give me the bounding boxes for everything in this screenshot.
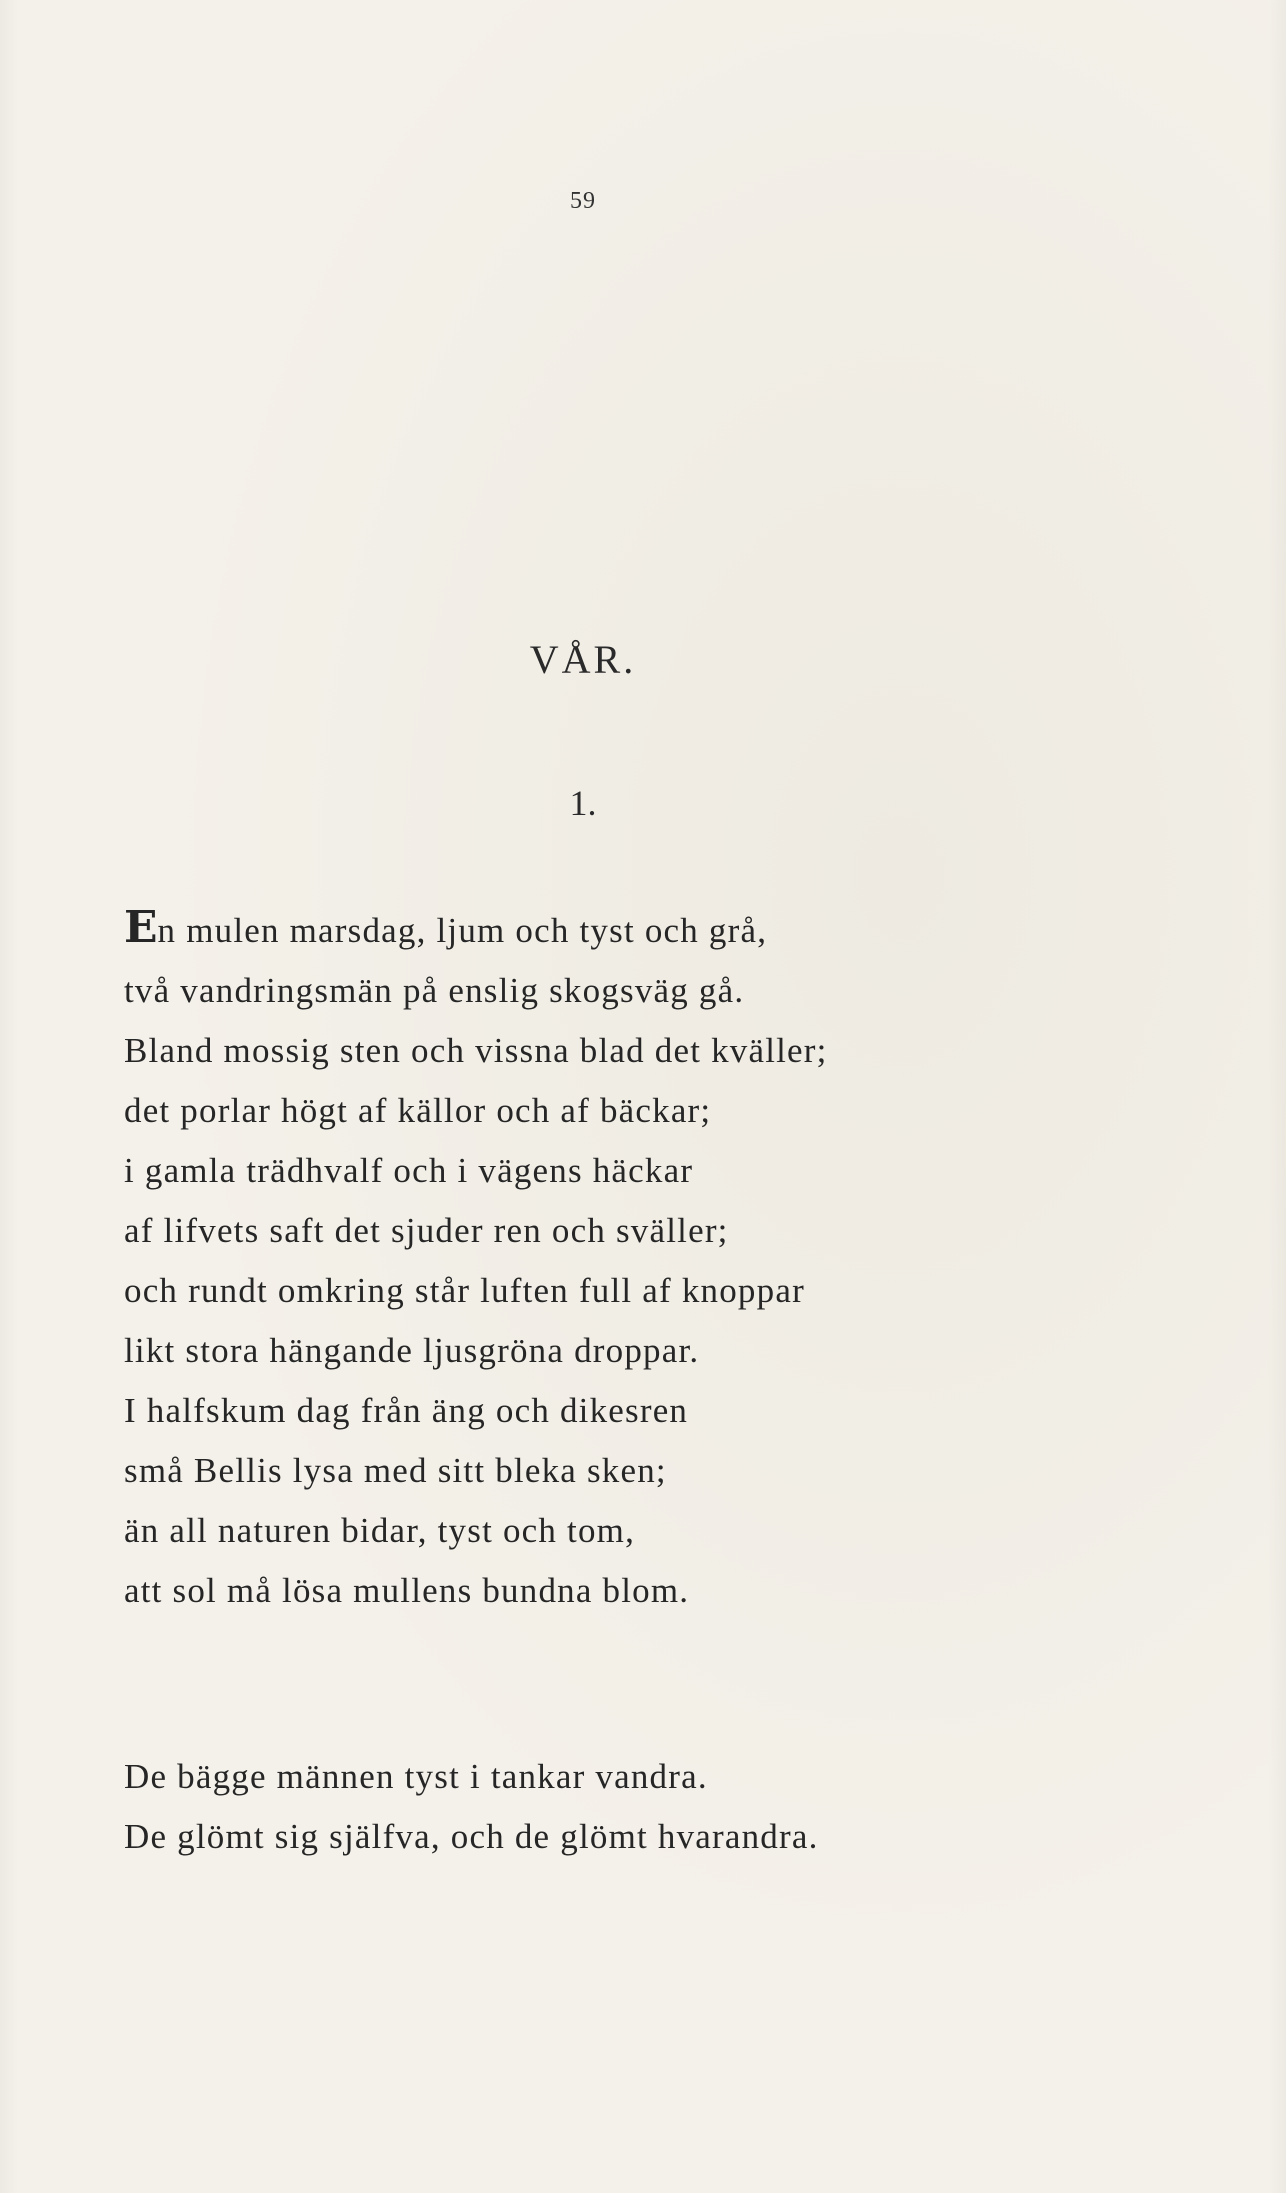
stanza-2 [124, 1747, 1164, 1867]
poem-line: i gamla trädhvalf och i vägens häckar [124, 1151, 694, 1190]
poem-line: än all naturen bidar, tyst och tom, [124, 1511, 636, 1550]
poem-line: af lifvets saft det sjuder ren och sväller; [124, 1211, 729, 1250]
poem-title: VÅR. [529, 637, 637, 682]
poem-line: De bägge männen tyst i tankar vandra. [124, 1757, 708, 1796]
poem-line: De glömt sig själfva, och de glömt hvarandra. [124, 1817, 819, 1856]
poem-line-1 [124, 898, 1164, 961]
poem-line: I halfskum dag från äng och dikesren [124, 1391, 689, 1430]
poem-line: Bland mossig sten och vissna blad det kväller; [124, 1031, 828, 1070]
stanza-1 [124, 898, 1164, 1621]
ornamental-initial: E [124, 902, 158, 953]
page-number: 59 [570, 188, 596, 214]
section-number: 1. [569, 783, 597, 823]
poem-line: små Bellis lysa med sitt bleka sken; [124, 1451, 667, 1490]
first-line-text: n mulen marsdag, ljum och tyst och grå, [157, 911, 768, 950]
poem-line: likt stora hängande ljusgröna droppar. [124, 1331, 700, 1370]
poem-line: att sol må lösa mullens bundna blom. [124, 1571, 690, 1610]
poem-line: två vandringsmän på enslig skogsväg gå. [124, 971, 745, 1010]
poem-line: det porlar högt af källor och af bäckar; [124, 1091, 712, 1130]
poem-line: och rundt omkring står luften full af knoppar [124, 1271, 805, 1310]
